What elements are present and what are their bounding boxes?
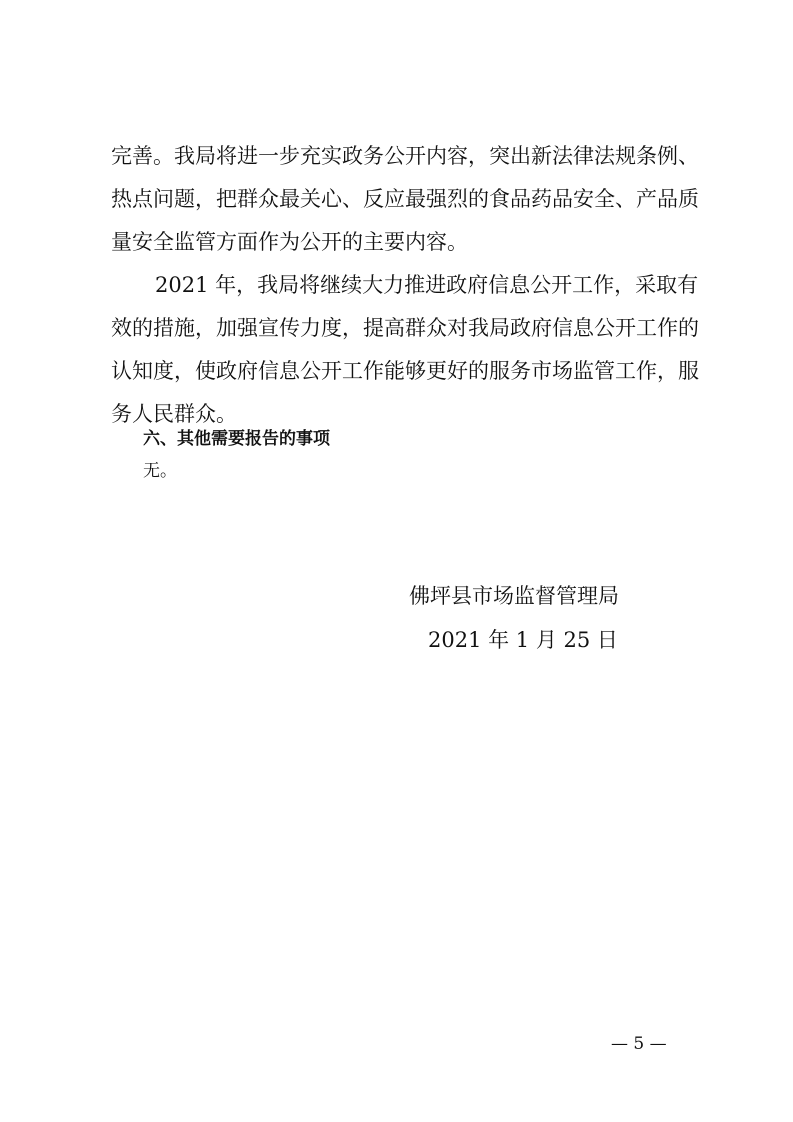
paragraph-line: 量安全监管方面作为公开的主要内容。 <box>111 230 468 254</box>
section-body: 无。 <box>143 461 177 481</box>
paragraph-line: 热点问题，把群众最关心、反应最强烈的食品药品安全、产品质 <box>111 187 699 211</box>
signature-org: 佛坪县市场监督管理局 <box>409 584 619 608</box>
paragraph-line: 2021 年，我局将继续大力推进政府信息公开工作，采取有 <box>155 273 699 297</box>
paragraph-line: 完善。我局将进一步充实政务公开内容，突出新法律法规条例、 <box>111 144 699 168</box>
page-number: — 5 — <box>611 1034 667 1054</box>
signature-date: 2021 年 1 月 25 日 <box>428 628 618 652</box>
paragraph-line: 效的措施，加强宣传力度，提高群众对我局政府信息公开工作的 <box>111 316 699 340</box>
paragraph-line: 认知度，使政府信息公开工作能够更好的服务市场监管工作，服 <box>111 359 699 383</box>
paragraph-line: 务人民群众。 <box>111 402 237 426</box>
section-heading: 六、其他需要报告的事项 <box>143 429 330 449</box>
